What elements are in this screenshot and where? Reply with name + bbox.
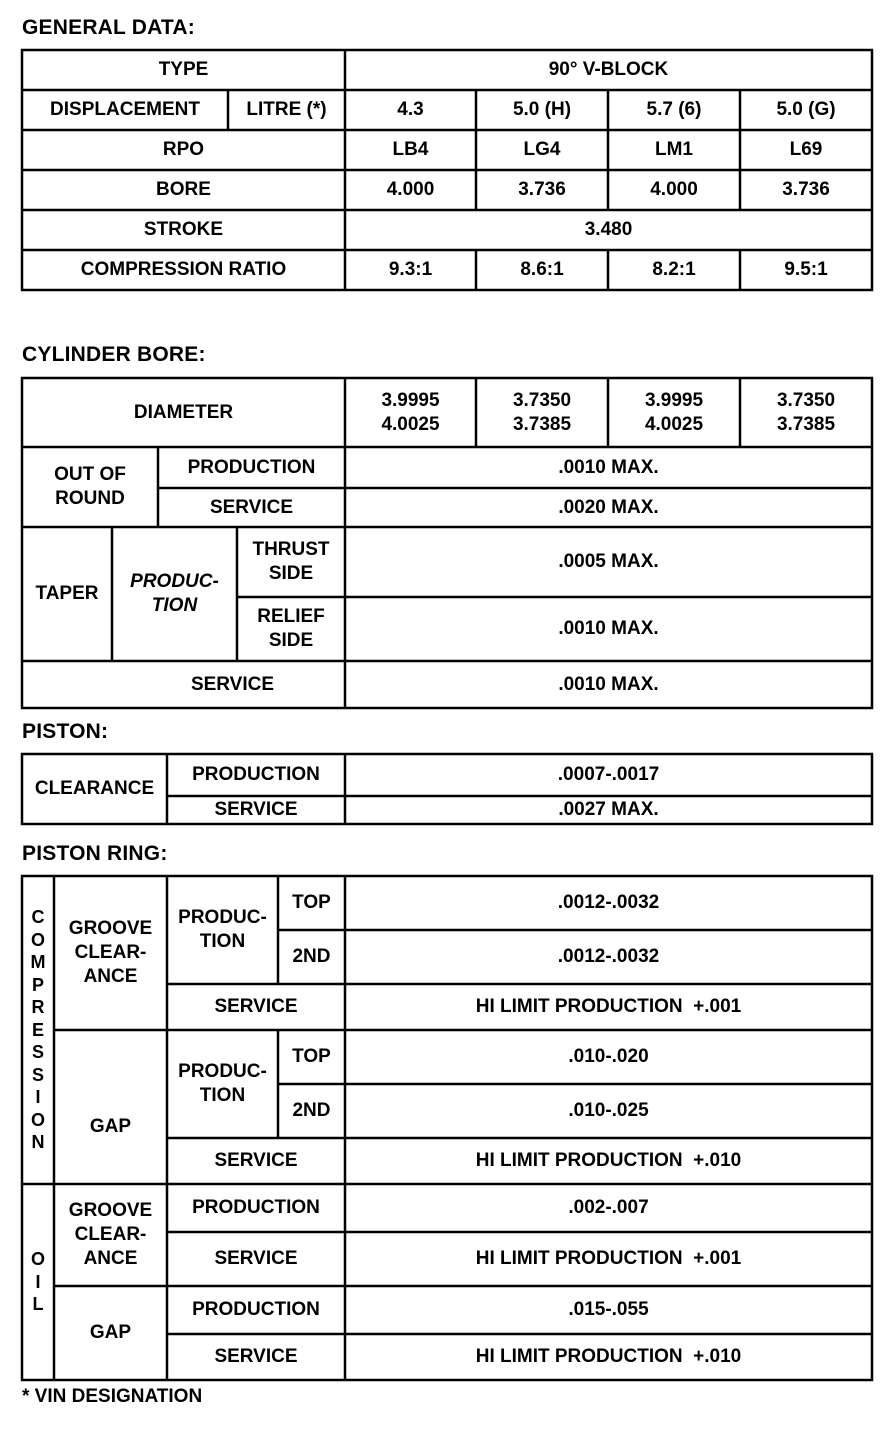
oil-gap-production-label: PRODUCTION (192, 1299, 320, 1321)
piston-ring-heading: PISTON RING: (22, 842, 168, 865)
cylinder-bore-heading: CYLINDER BORE: (22, 343, 206, 366)
oil-gap-service-value: HI LIMIT PRODUCTION +.010 (475, 1346, 742, 1368)
piston-production-label: PRODUCTION (192, 764, 320, 786)
piston-heading: PISTON: (22, 720, 109, 743)
comp-groove-clearance-label: GROOVE CLEAR- ANCE (68, 918, 153, 987)
out-of-round-label: OUT OF ROUND (54, 464, 126, 509)
rpo-value: L69 (789, 139, 823, 161)
litre-value: 5.0 (H) (512, 99, 572, 121)
comp-groove-2nd-label: 2ND (292, 946, 331, 968)
relief-side-label: RELIEF SIDE (257, 606, 325, 651)
compression-ratio-value: 8.6:1 (520, 259, 564, 281)
oil-gap-service-label: SERVICE (214, 1346, 298, 1368)
comp-groove-service-value: HI LIMIT PRODUCTION +.001 (475, 996, 742, 1018)
compression-ratio-label: COMPRESSION RATIO (80, 259, 287, 281)
type-value: 90° V-BLOCK (548, 59, 669, 81)
rpo-value: LM1 (655, 139, 693, 161)
taper-service-value: .0010 MAX. (558, 673, 659, 695)
stroke-value: 3.480 (584, 219, 633, 241)
oil-groove-production-label: PRODUCTION (192, 1197, 320, 1219)
taper-production-label: PRODUC- TION (130, 571, 219, 616)
oil-groove-production-value: .002-.007 (568, 1197, 649, 1219)
oor-production-label: PRODUCTION (187, 456, 316, 478)
piston-service-value: .0027 MAX. (558, 799, 659, 821)
comp-gap-service-value: HI LIMIT PRODUCTION +.010 (475, 1150, 742, 1172)
oil-vertical-label: O I L (30, 1249, 45, 1315)
comp-gap-2nd-label: 2ND (292, 1100, 331, 1122)
comp-gap-service-label: SERVICE (214, 1150, 298, 1172)
compression-ratio-value: 9.3:1 (388, 259, 433, 281)
comp-groove-top-value: .0012-.0032 (557, 892, 660, 914)
diameter-value: 3.7350 3.7385 (512, 389, 572, 435)
comp-groove-top-label: TOP (292, 892, 331, 914)
taper-service-label: SERVICE (190, 673, 275, 695)
piston-service-label: SERVICE (214, 799, 298, 821)
oor-production-value: .0010 MAX. (558, 456, 659, 478)
footnote-vin-designation: * VIN DESIGNATION (22, 1386, 203, 1407)
litre-value: 4.3 (397, 99, 424, 121)
bore-value: 3.736 (518, 179, 566, 201)
oor-service-value: .0020 MAX. (558, 496, 659, 518)
relief-side-value: .0010 MAX. (558, 618, 659, 640)
oil-groove-clearance-label: GROOVE CLEAR- ANCE (68, 1200, 153, 1269)
compression-vertical-label: C O M P R E S S I O N (30, 907, 46, 1153)
comp-gap-label: GAP (89, 1116, 132, 1138)
diameter-value: 3.9995 4.0025 (381, 389, 440, 435)
oor-service-label: SERVICE (209, 496, 294, 518)
rpo-label: RPO (162, 139, 205, 161)
bore-label: BORE (156, 179, 211, 201)
oil-groove-service-label: SERVICE (214, 1248, 298, 1270)
rpo-value: LG4 (523, 139, 561, 161)
litre-label: LITRE (*) (246, 99, 327, 121)
comp-groove-service-label: SERVICE (214, 996, 298, 1018)
diameter-value: 3.9995 4.0025 (644, 389, 704, 435)
general-data-heading: GENERAL DATA: (22, 16, 195, 39)
oil-gap-production-value: .015-.055 (568, 1299, 649, 1321)
comp-gap-top-label: TOP (292, 1046, 331, 1068)
litre-value: 5.7 (6) (646, 99, 702, 121)
clearance-label: CLEARANCE (34, 778, 155, 800)
rpo-value: LB4 (392, 139, 429, 161)
diameter-label: DIAMETER (133, 401, 234, 423)
comp-gap-top-value: .010-.020 (568, 1046, 649, 1068)
comp-gap-2nd-value: .010-.025 (568, 1100, 649, 1122)
comp-groove-production-label: PRODUC- TION (178, 907, 267, 952)
thrust-side-label: THRUST SIDE (252, 539, 330, 584)
piston-production-value: .0007-.0017 (557, 764, 660, 786)
taper-label: TAPER (35, 583, 99, 605)
displacement-label: DISPLACEMENT (50, 99, 200, 121)
litre-value: 5.0 (G) (776, 99, 836, 121)
oil-gap-label: GAP (89, 1322, 132, 1344)
comp-groove-2nd-value: .0012-.0032 (557, 946, 660, 968)
compression-ratio-value: 9.5:1 (784, 259, 828, 281)
bore-value: 4.000 (386, 179, 435, 201)
thrust-side-value: .0005 MAX. (558, 551, 659, 573)
comp-gap-production-label: PRODUC- TION (178, 1061, 267, 1106)
oil-groove-service-value: HI LIMIT PRODUCTION +.001 (475, 1248, 742, 1270)
type-label: TYPE (158, 59, 209, 81)
diameter-value: 3.7350 3.7385 (776, 389, 836, 435)
bore-value: 3.736 (782, 179, 830, 201)
bore-value: 4.000 (650, 179, 698, 201)
stroke-label: STROKE (143, 219, 224, 241)
compression-ratio-value: 8.2:1 (652, 259, 696, 281)
